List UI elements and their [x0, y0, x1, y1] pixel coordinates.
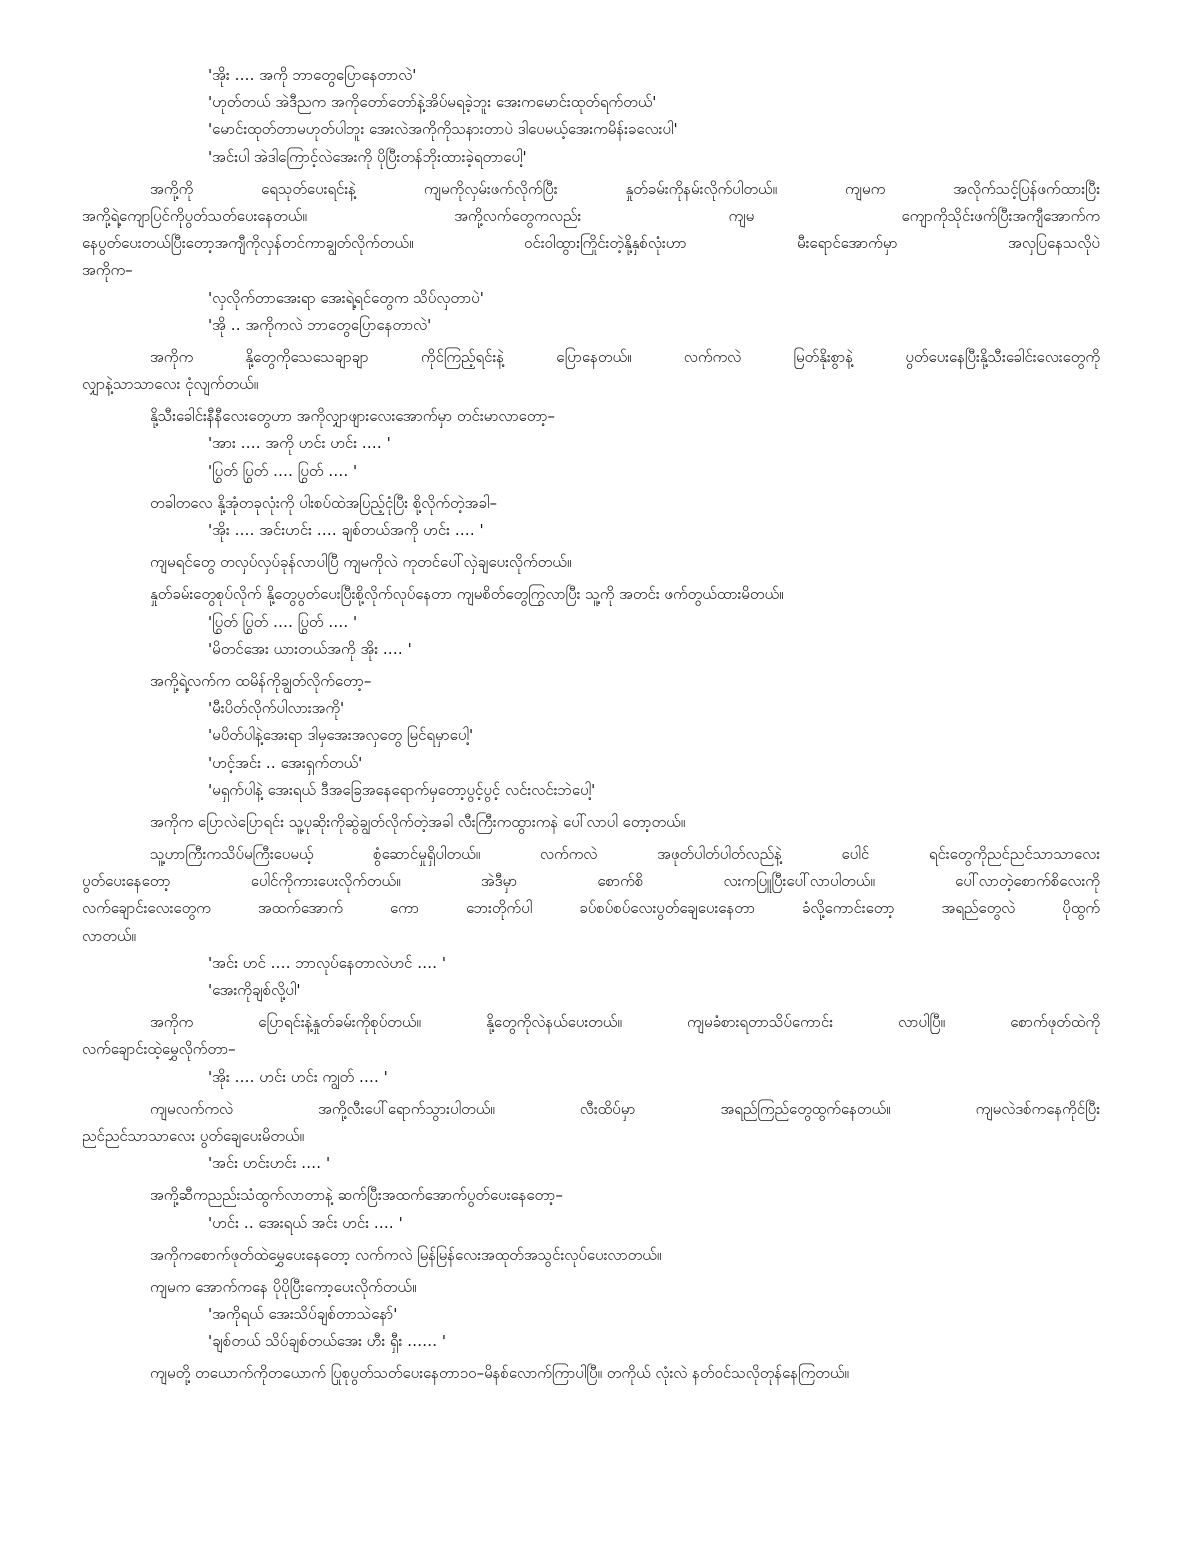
dialogue-line	[82, 517, 1100, 544]
dialogue-line	[82, 1064, 1100, 1091]
dialogue-line	[82, 458, 1100, 485]
text-line: 'ဟင်း ‥ အေးရယ် အင်း ဟင်း ‥‥ '	[208, 1213, 403, 1232]
text-line: 'အေးကိုချစ်လို့ပါ'	[208, 981, 301, 999]
dialogue-line	[82, 609, 1100, 636]
narrative-paragraph	[82, 581, 1100, 608]
text-line: 'ဟင့်အင်း ‥ အေးရှက်တယ်'	[208, 753, 363, 772]
text-line: လာတယ်။	[82, 926, 136, 945]
narrative-paragraph	[82, 344, 1100, 398]
text-line: 'ဟုတ်တယ် အဲဒီညက အကိုတော်တော်နဲ့အိပ်မရခဲ့ဘူး အေးကမောင်းထုတ်ရက်တယ်'	[208, 93, 657, 112]
text-line: 'အင်း ဟင်းဟင်း ‥‥ '	[208, 1154, 331, 1173]
narrative-paragraph	[82, 1242, 1100, 1269]
narrative-paragraph	[82, 809, 1100, 836]
text-line: ကျမတို့ တယောက်ကိုတယောက် ပြုစုပွတ်သတ်ပေးနေတာ၁၀–မိနစ်လောက်ကြာပါပြီ။ တကိုယ် လုံးလဲ နတ်ဝင်သလိုတုန်နေကြတယ်။	[150, 1364, 849, 1383]
text-line: အကိုက–	[82, 261, 133, 280]
dialogue-line	[82, 62, 1100, 89]
dialogue-line	[82, 312, 1100, 339]
dialogue-line	[82, 116, 1100, 143]
text-line: 'အိုး ‥‥ ဟင်း ဟင်း ကျွတ် ‥‥ '	[208, 1067, 388, 1086]
narrative-paragraph	[82, 1274, 1100, 1301]
text-line: 'လှလိုက်တာအေးရာ အေးရဲ့ရင်တွေက သိပ်လှတာပဲ'	[208, 288, 484, 307]
dialogue-line	[82, 1328, 1100, 1355]
dialogue-line	[82, 1150, 1100, 1177]
dialogue-line	[82, 695, 1100, 722]
text-line: နှုတ်ခမ်းတွေစုပ်လိုက် နို့တွေပွတ်ပေးပြီးစို့လိုက်လုပ်နေတာ ကျမစိတ်တွေကြွလာပြီး သူ့ကို အတင်း ဖက်တွယ်ထားမိတယ်။	[150, 585, 784, 604]
text-line: 'မပိတ်ပါနဲ့အေးရာ ဒါမှအေးအလှတွေ မြင်ရမှာပေါ့'	[208, 726, 474, 745]
text-line: အကို့ရဲ့လက်က ထမိန်ကိုချွတ်လိုက်တော့–	[150, 671, 372, 690]
dialogue-line	[82, 1301, 1100, 1328]
text-line: 'မိတင်အေး ယားတယ်အကို အိုး ‥‥ '	[208, 639, 412, 658]
dialogue-line	[82, 950, 1100, 977]
text-line: တခါတလေ နို့အုံတခုလုံးကို ပါးစပ်ထဲအပြည့်ငုံပြီး စို့လိုက်တဲ့အခါ–	[150, 493, 497, 512]
dialogue-line	[82, 750, 1100, 777]
text-line: 'အင်း ဟင် ‥‥ ဘာလုပ်နေတာလဲဟင် ‥‥ '	[208, 953, 447, 972]
text-line: 'အား ‥‥ အကို ဟင်း ဟင်း ‥‥ '	[208, 434, 391, 453]
narrative-paragraph	[82, 1009, 1100, 1063]
text-line: အကိုကစောက်ဖုတ်ထဲမွှေပေးနေတော့ လက်ကလဲ မြန်မြန်လေးအထုတ်အသွင်းလုပ်ပေးလာတယ်။	[150, 1245, 662, 1264]
text-line: အကို့ဆီကညည်းသံထွက်လာတာနဲ့ ဆက်ပြီးအထက်အောက်ပွတ်ပေးနေတော့–	[150, 1186, 563, 1205]
narrative-paragraph	[82, 490, 1100, 517]
text-line: ပွတ်ပေးနေတော့ ပေါင်ကိုကားပေးလိုက်တယ်။ အဲဒီမှာ စောက်စိ လးကပြူပြီးပေါ်လာပါတယ်။ ပေါ်လာတဲ့စောက်စိလေးကို	[82, 872, 1100, 891]
text-line: နေပွတ်ပေးတယ်ပြီးတော့အကျီကိုလှန်တင်ကာချွတ်လိုက်တယ်။ ဝင်းဝါထွားကြိုင်းတဲ့နို့နှစ်လုံးဟာ မီးရောင်အောက်မှာ အလှပြနေသလိုပဲ	[82, 234, 1100, 253]
text-line: လက်ချောင်းလေးတွေက အထက်အောက် ကော ဘေးတိုက်ပါ ခပ်စပ်စပ်လေးပွတ်ချေပေးနေတာ ခံလို့ကောင်းတော့ အရည်တွေလဲ ပိုထွက်	[82, 899, 1100, 918]
text-line: 'အိုး ‥‥ အကို ဘာတွေပြောနေတာလဲ'	[208, 66, 417, 84]
text-line: ညင်ညင်သာသာလေး ပွတ်ချေပေးမိတယ်။	[82, 1126, 305, 1145]
narrative-paragraph	[82, 549, 1100, 576]
text-line: 'အကိုရယ် အေးသိပ်ချစ်တာသဲနော်'	[208, 1305, 398, 1324]
text-line: အကို့ကို ရေသုတ်ပေးရင်းနဲ့ ကျမကိုလှမ်းဖက်လိုက်ပြီး နှုတ်ခမ်းကိုနမ်းလိုက်ပါတယ်။ ကျမက အလိုက်သင့်ပြန်ဖက်ထားပြီး	[150, 179, 1100, 198]
narrative-paragraph	[82, 1096, 1100, 1150]
text-line: 'မီးပိတ်လိုက်ပါလားအကို'	[208, 699, 345, 718]
text-line: အကိုက ပြောရင်းနဲ့နှုတ်ခမ်းကိုစုပ်တယ်။ နို့တွေကိုလဲနယ်ပေးတယ်။ ကျမခံစားရတာသိပ်ကောင်း လာပါပြီ။ စောက်ဖုတ်ထဲကို	[150, 1013, 1100, 1032]
text-line: ကျမရင်တွေ တလှပ်လှပ်ခုန်လာပါပြီ ကျမကိုလဲ ကုတင်ပေါ်လှဲချပေးလိုက်တယ်။	[150, 553, 572, 572]
narrative-paragraph	[82, 1360, 1100, 1387]
text-line: အကို့ရဲ့ကျောပြင်ကိုပွတ်သတ်ပေးနေတယ်။ အကို့လက်တွေကလည်း ကျမ ကျောကိုသိုင်းဖက်ပြီးအကျီအောက်က	[82, 206, 1100, 225]
text-line: အကိုက ပြောလဲပြောရင်း သူ့ပုဆိုးကိုဆွဲချွတ်လိုက်တဲ့အခါ လီးကြီးကထွားကနဲ ပေါ်လာပါ တော့တယ်။	[150, 812, 686, 831]
dialogue-line	[82, 777, 1100, 804]
text-line: နို့သီးခေါင်းနီနီလေးတွေဟာ အကိုလျှာဖျားလေးအောက်မှာ တင်းမာလာတော့–	[150, 407, 556, 426]
text-line: သူ့ဟာကြီးကသိပ်မကြီးပေမယ့် စွံဆောင်မှုရှိပါတယ်။ လက်ကလဲ အဖုတ်ပါတ်ပါတ်လည်နဲ့ ပေါင် ရင်းတွေကိုညင်ညင်သာသာလေး	[150, 845, 1100, 864]
narrative-paragraph	[82, 403, 1100, 430]
text-line: လျှာနဲ့သာသာလေး ငုံလျက်တယ်။	[82, 375, 259, 394]
text-line: 'ပြွတ် ပြွတ် ‥‥ ပြွတ် ‥‥ '	[208, 461, 358, 480]
text-line: 'အို ‥ အကိုကလဲ ဘာတွေပြောနေတာလဲ'	[208, 315, 432, 334]
text-line: 'အိုး ‥‥ အင်းဟင်း ‥‥ ချစ်တယ်အကို ဟင်း ‥‥ '	[208, 521, 484, 539]
dialogue-line	[82, 430, 1100, 457]
dialogue-line	[82, 977, 1100, 1004]
dialogue-line	[82, 89, 1100, 116]
dialogue-line	[82, 1210, 1100, 1237]
text-line: 'မောင်းထုတ်တာမဟုတ်ပါဘူး အေးလဲအကိုကိုသနားတာပဲ ဒါပေမယ့်အေးကမိန်းခလေးပါ'	[208, 120, 678, 139]
text-line: ကျမက အောက်ကနေ ပိုပိုပြီးကော့ပေးလိုက်တယ်။	[150, 1277, 417, 1296]
dialogue-line	[82, 144, 1100, 171]
narrative-paragraph	[82, 1182, 1100, 1209]
dialogue-line	[82, 285, 1100, 312]
narrative-paragraph	[82, 841, 1100, 950]
narrative-paragraph	[82, 176, 1100, 285]
text-line: လက်ချောင်းထဲ့မွှေလိုက်တာ–	[82, 1040, 236, 1059]
text-line: 'ချစ်တယ် သိပ်ချစ်တယ်အေး ဟီး ရှီး ‥‥‥ '	[208, 1332, 447, 1351]
dialogue-line	[82, 722, 1100, 749]
text-line: 'အင်းပါ အဲဒါကြောင့်လဲအေးကို ပိုပြီးတန်ဘိုးထားခဲ့ရတာပေါ့'	[208, 147, 527, 166]
narrative-paragraph	[82, 668, 1100, 695]
text-line: 'မရှက်ပါနဲ့ အေးရယ် ဒီအခြေအနေရောက်မှတော့ပွင့်ပွင့် လင်းလင်းဘဲပေါ့'	[208, 780, 596, 799]
text-line: ကျမလက်ကလဲ အကို့လီးပေါ်ရောက်သွားပါတယ်။ လီးထိပ်မှာ အရည်ကြည်တွေထွက်နေတယ်။ ကျမလဲဒစ်ကနေကိုင်ပြီး	[150, 1099, 1100, 1118]
text-line: 'ပြွတ် ပြွတ် ‥‥ ပြွတ် ‥‥ '	[208, 612, 358, 631]
dialogue-line	[82, 636, 1100, 663]
document-page	[82, 62, 1100, 1388]
text-line: အကိုက နို့တွေကိုသေသေချာချာ ကိုင်ကြည့်ရင်းနဲ့ ပြောနေတယ်။ လက်ကလဲ မြတ်နိုးစွာနဲ့ ပွတ်ပေးနေပြီးနို့သီးခေါင်းလေးတွေကို	[150, 347, 1100, 366]
